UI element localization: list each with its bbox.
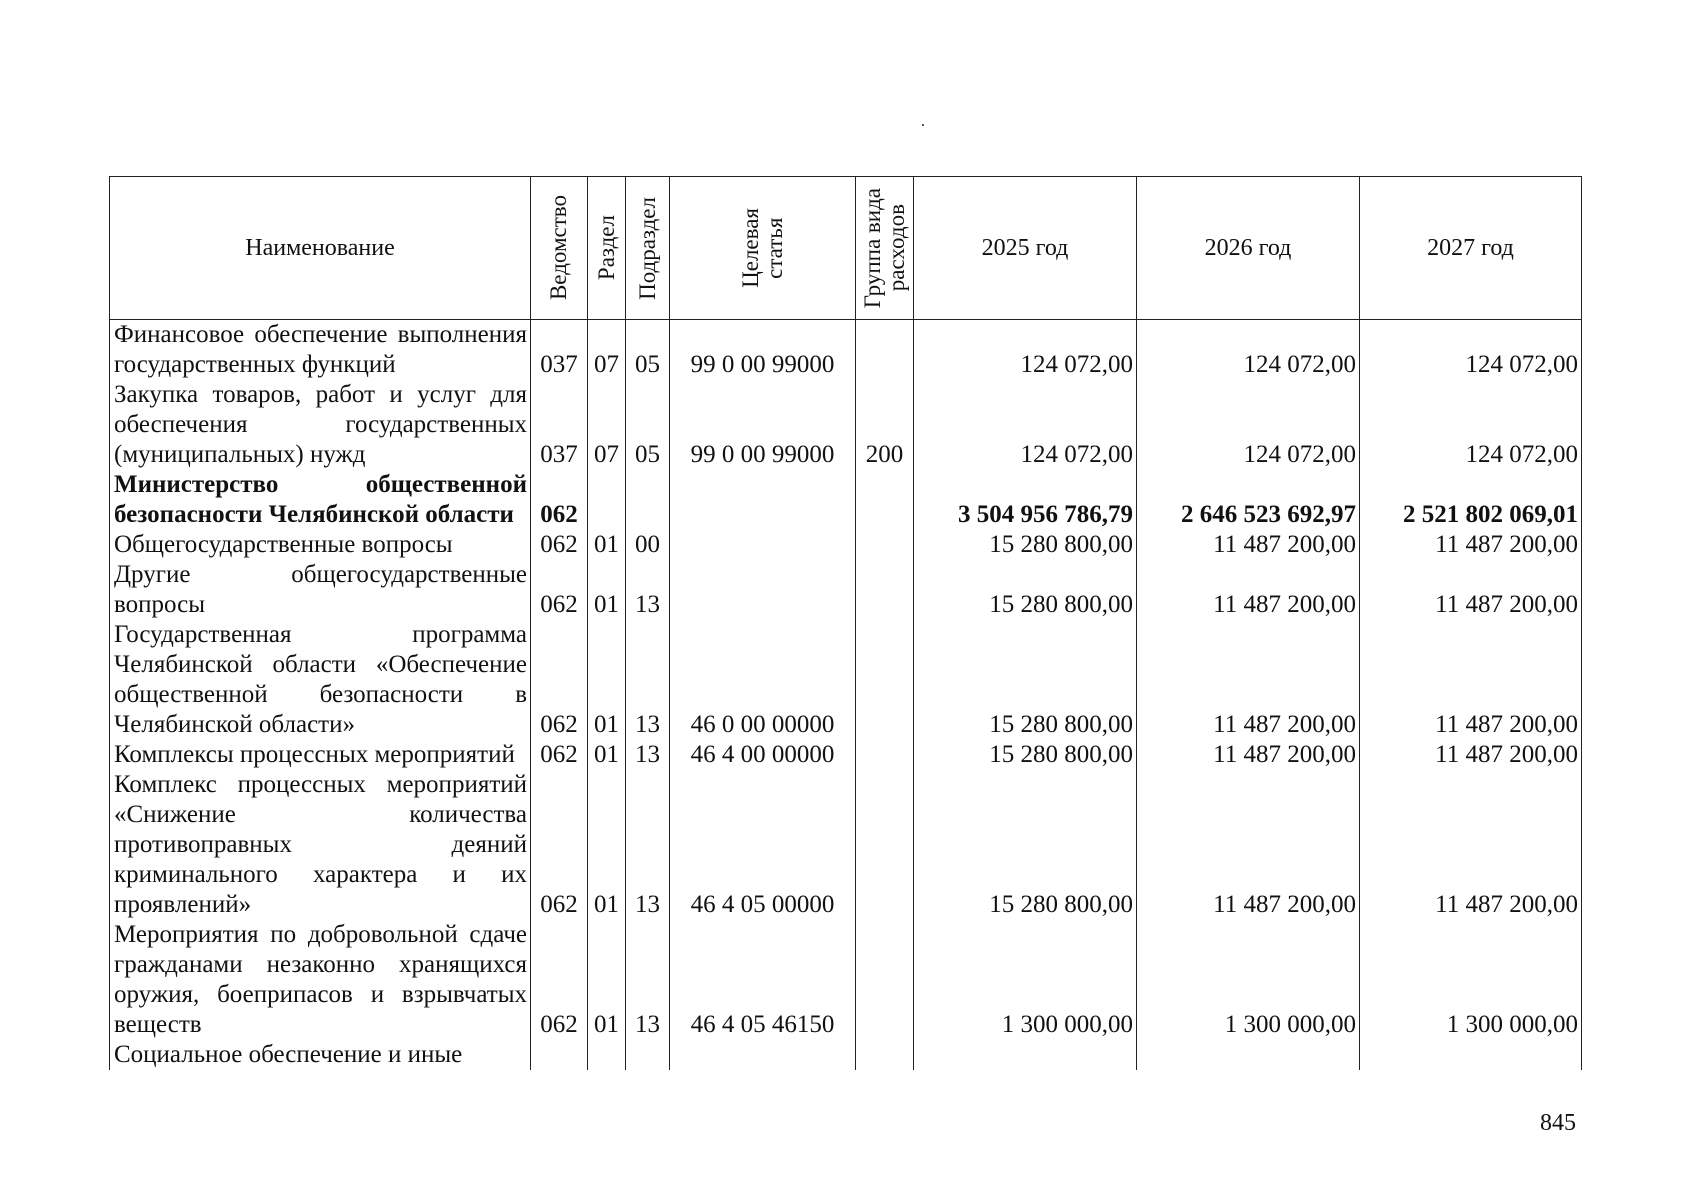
cell-name: Мероприятия по добровольной сдаче гражданами незаконно хранящихся оружия, боеприпасов и взрывчатых веществ bbox=[110, 920, 531, 1040]
cell-subsection: 05 bbox=[626, 320, 670, 381]
header-2025: 2025 год bbox=[914, 177, 1137, 320]
cell-expense-group bbox=[856, 1040, 914, 1070]
cell-2026: 11 487 200,00 bbox=[1137, 740, 1360, 770]
cell-2027: 11 487 200,00 bbox=[1360, 560, 1582, 620]
cell-department: 062 bbox=[531, 620, 588, 740]
cell-section: 01 bbox=[588, 530, 626, 560]
cell-section bbox=[588, 470, 626, 530]
header-row bbox=[110, 177, 1582, 320]
cell-name: Другие общегосударственные вопросы bbox=[110, 560, 531, 620]
table-row bbox=[110, 380, 1582, 470]
cell-subsection: 13 bbox=[626, 740, 670, 770]
cell-2027: 2 521 802 069,01 bbox=[1360, 470, 1582, 530]
cell-subsection: 13 bbox=[626, 770, 670, 920]
cell-2025: 15 280 800,00 bbox=[914, 770, 1137, 920]
cell-2026: 124 072,00 bbox=[1137, 380, 1360, 470]
cell-2026 bbox=[1137, 1040, 1360, 1070]
cell-2025: 3 504 956 786,79 bbox=[914, 470, 1137, 530]
cell-name: Общегосударственные вопросы bbox=[110, 530, 531, 560]
cell-2026: 11 487 200,00 bbox=[1137, 530, 1360, 560]
table-row bbox=[110, 470, 1582, 530]
cell-2027: 11 487 200,00 bbox=[1360, 620, 1582, 740]
cell-name: Государственная программа Челябинской области «Обеспечение общественной безопасности в Челябинской области» bbox=[110, 620, 531, 740]
cell-name: Закупка товаров, работ и услуг для обеспечения государственных (муниципальных) нужд bbox=[110, 380, 531, 470]
table-row bbox=[110, 320, 1582, 381]
table-row bbox=[110, 920, 1582, 1040]
cell-2027: 11 487 200,00 bbox=[1360, 770, 1582, 920]
cell-2027: 11 487 200,00 bbox=[1360, 530, 1582, 560]
cell-2027 bbox=[1360, 1040, 1582, 1070]
table-row bbox=[110, 530, 1582, 560]
header-section bbox=[588, 177, 626, 320]
cell-department: 062 bbox=[531, 530, 588, 560]
cell-expense-group bbox=[856, 560, 914, 620]
cell-2027: 124 072,00 bbox=[1360, 380, 1582, 470]
cell-subsection bbox=[626, 1040, 670, 1070]
cell-section: 01 bbox=[588, 620, 626, 740]
cell-target-article: 46 4 05 46150 bbox=[670, 920, 856, 1040]
cell-department: 062 bbox=[531, 920, 588, 1040]
table-row bbox=[110, 770, 1582, 920]
header-department bbox=[531, 177, 588, 320]
cell-expense-group bbox=[856, 770, 914, 920]
cell-2026: 2 646 523 692,97 bbox=[1137, 470, 1360, 530]
cell-subsection: 13 bbox=[626, 560, 670, 620]
cell-target-article bbox=[670, 560, 856, 620]
header-department-label: Ведомство bbox=[546, 195, 571, 301]
cell-2025: 1 300 000,00 bbox=[914, 920, 1137, 1040]
cell-target-article: 99 0 00 99000 bbox=[670, 320, 856, 381]
cell-expense-group bbox=[856, 530, 914, 560]
cell-section: 07 bbox=[588, 380, 626, 470]
cell-2025: 124 072,00 bbox=[914, 320, 1137, 381]
page-number: 845 bbox=[1540, 1110, 1576, 1136]
cell-section: 01 bbox=[588, 770, 626, 920]
cell-target-article bbox=[670, 470, 856, 530]
cell-section bbox=[588, 1040, 626, 1070]
cell-section: 07 bbox=[588, 320, 626, 381]
header-2026: 2026 год bbox=[1137, 177, 1360, 320]
cell-department: 062 bbox=[531, 740, 588, 770]
header-expense-group-label: Группа вида расходов bbox=[859, 187, 909, 309]
cell-target-article: 46 4 05 00000 bbox=[670, 770, 856, 920]
cell-department: 037 bbox=[531, 380, 588, 470]
cell-name: Министерство общественной безопасности Челябинской области bbox=[110, 470, 531, 530]
cell-target-article bbox=[670, 530, 856, 560]
cell-expense-group bbox=[856, 320, 914, 381]
cell-department: 062 bbox=[531, 770, 588, 920]
cell-2027: 1 300 000,00 bbox=[1360, 920, 1582, 1040]
cell-2025: 15 280 800,00 bbox=[914, 740, 1137, 770]
cell-2026: 11 487 200,00 bbox=[1137, 560, 1360, 620]
cell-2026: 11 487 200,00 bbox=[1137, 770, 1360, 920]
cell-section: 01 bbox=[588, 920, 626, 1040]
cell-2025: 15 280 800,00 bbox=[914, 560, 1137, 620]
cell-2026: 11 487 200,00 bbox=[1137, 620, 1360, 740]
table-row bbox=[110, 620, 1582, 740]
cell-subsection bbox=[626, 470, 670, 530]
header-name: Наименование bbox=[110, 177, 531, 320]
cell-2025: 15 280 800,00 bbox=[914, 530, 1137, 560]
cell-section: 01 bbox=[588, 740, 626, 770]
cell-subsection: 13 bbox=[626, 920, 670, 1040]
cell-2026: 1 300 000,00 bbox=[1137, 920, 1360, 1040]
cell-subsection: 05 bbox=[626, 380, 670, 470]
cell-2025 bbox=[914, 1040, 1137, 1070]
table-row bbox=[110, 1040, 1582, 1070]
cell-target-article: 46 4 00 00000 bbox=[670, 740, 856, 770]
table-body bbox=[110, 320, 1582, 1071]
header-subsection-label: Подраздел bbox=[634, 196, 660, 300]
cell-department: 062 bbox=[531, 470, 588, 530]
cell-section: 01 bbox=[588, 560, 626, 620]
scan-speck bbox=[922, 124, 924, 126]
cell-subsection: 00 bbox=[626, 530, 670, 560]
cell-2025: 124 072,00 bbox=[914, 380, 1137, 470]
cell-name: Комплексы процессных мероприятий bbox=[110, 740, 531, 770]
budget-table bbox=[109, 176, 1582, 1070]
cell-expense-group bbox=[856, 740, 914, 770]
header-target-article bbox=[670, 177, 856, 320]
cell-2025: 15 280 800,00 bbox=[914, 620, 1137, 740]
cell-expense-group bbox=[856, 920, 914, 1040]
cell-subsection: 13 bbox=[626, 620, 670, 740]
cell-expense-group bbox=[856, 620, 914, 740]
cell-department: 037 bbox=[531, 320, 588, 381]
cell-name: Финансовое обеспечение выполнения государственных функций bbox=[110, 320, 531, 381]
cell-target-article bbox=[670, 1040, 856, 1070]
cell-target-article: 46 0 00 00000 bbox=[670, 620, 856, 740]
table-row bbox=[110, 560, 1582, 620]
cell-name: Социальное обеспечение и иные bbox=[110, 1040, 531, 1070]
cell-2027: 11 487 200,00 bbox=[1360, 740, 1582, 770]
header-target-article-label: Целевая статья bbox=[737, 208, 787, 288]
cell-name: Комплекс процессных мероприятий «Снижение количества противоправных деяний криминального характера и их проявлений» bbox=[110, 770, 531, 920]
cell-expense-group bbox=[856, 470, 914, 530]
table-row bbox=[110, 740, 1582, 770]
cell-department: 062 bbox=[531, 560, 588, 620]
header-section-label: Раздел bbox=[593, 215, 619, 281]
cell-department bbox=[531, 1040, 588, 1070]
cell-2027: 124 072,00 bbox=[1360, 320, 1582, 381]
cell-expense-group: 200 bbox=[856, 380, 914, 470]
cell-target-article: 99 0 00 99000 bbox=[670, 380, 856, 470]
header-subsection bbox=[626, 177, 670, 320]
header-expense-group bbox=[856, 177, 914, 320]
cell-2026: 124 072,00 bbox=[1137, 320, 1360, 381]
header-2027: 2027 год bbox=[1360, 177, 1582, 320]
